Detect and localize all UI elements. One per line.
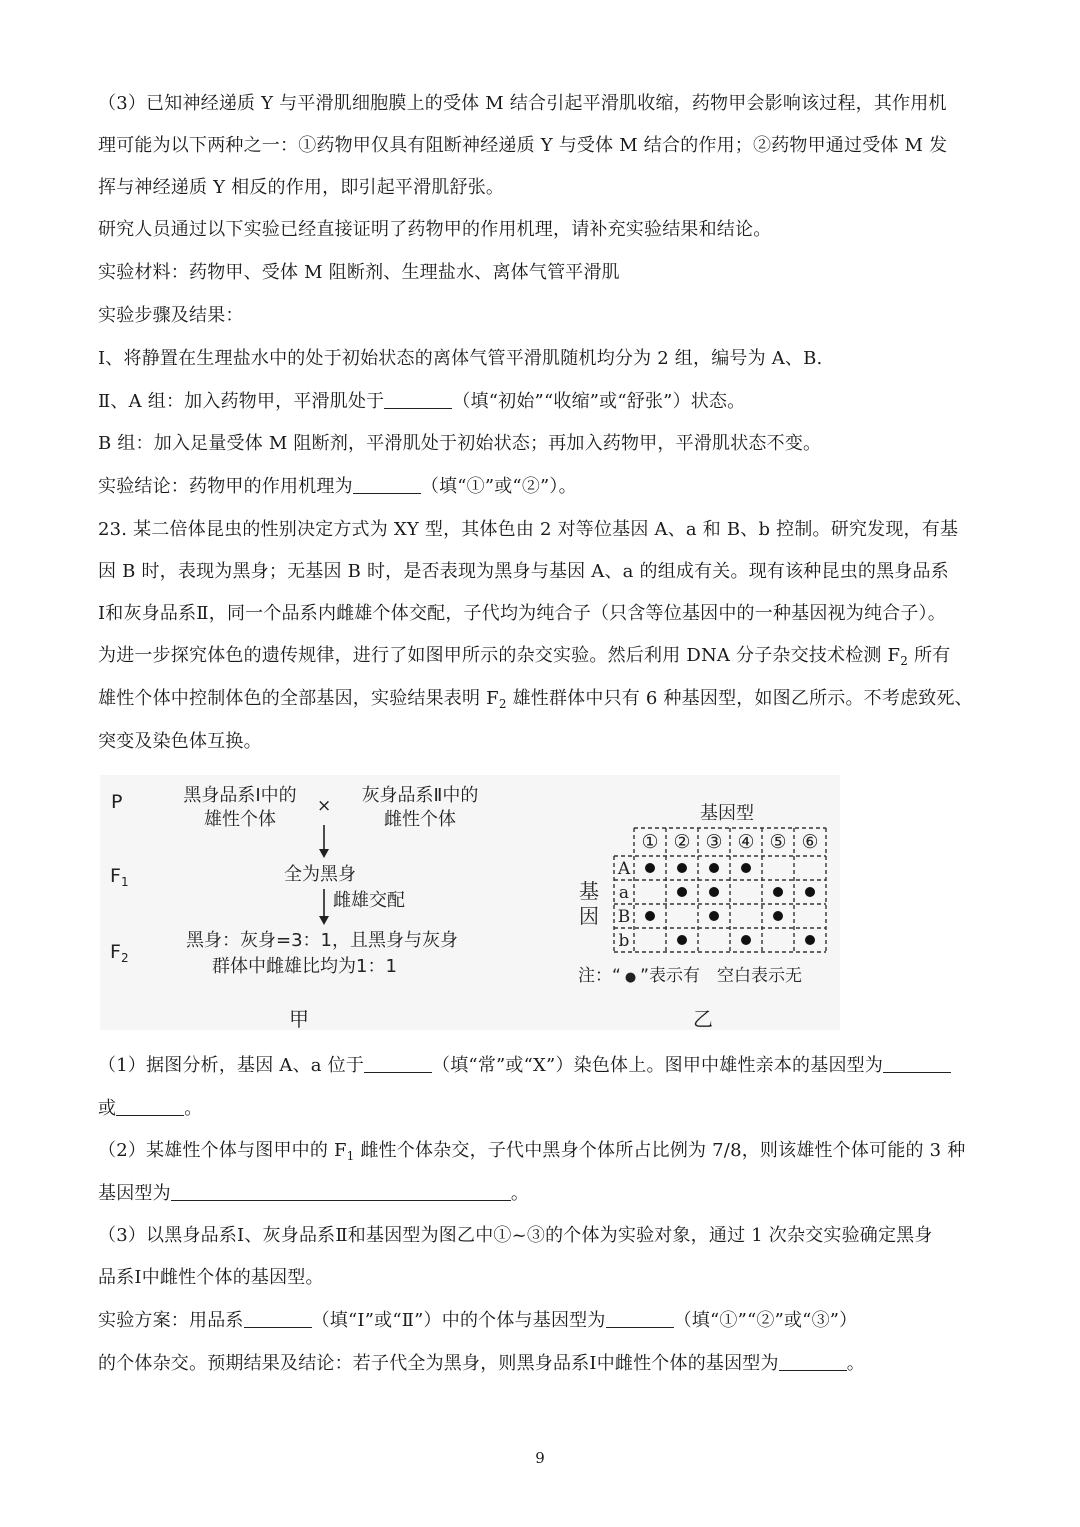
text-line: （3）以黑身品系Ⅰ、灰身品系Ⅱ和基因型为图乙中①~③的个体为实验对象，通过 1 次杂交实验确定黑身: [98, 1225, 933, 1246]
answer-blank[interactable]: [353, 475, 421, 494]
down-arrow-icon: [316, 887, 332, 927]
gene-row-label: B: [617, 907, 631, 927]
down-arrow-icon: [316, 823, 332, 859]
question-23-line: 23. 某二倍体昆虫的性别决定方式为 XY 型，其体色由 2 对等位基因 A、a 和 B、b 控制。研究发现，有基: [98, 519, 959, 540]
presence-dot: [677, 935, 687, 945]
text-line: 实验步骤及结果：: [98, 305, 244, 326]
presence-dot: [709, 863, 719, 873]
presence-dot: [709, 911, 719, 921]
text-line: 基因型为 。: [98, 1183, 530, 1204]
answer-blank[interactable]: [779, 1352, 847, 1371]
grid-title: 基因型: [700, 803, 754, 824]
text-line: 雄性个体中控制体色的全部基因，实验结果表明 $F_2$ 雄性群体中只有 6 种基因型，如图乙所示。不考虑致死、: [98, 688, 973, 711]
text-line: （3）已知神经递质 Y 与平滑肌细胞膜上的受体 M 结合引起平滑肌收缩，药物甲会影响该过程，其作用机: [98, 93, 947, 114]
text-line: Ⅱ、A 组：加入药物甲，平滑肌处于 （填“初始”“收缩”或“舒张”）状态。: [98, 391, 746, 412]
answer-blank[interactable]: [244, 1309, 312, 1328]
gene-row-label: b: [618, 931, 630, 951]
text-line: 理可能为以下两种之一：①药物甲仅具有阻断神经递质 Y 与受体 M 结合的作用；②药物甲通过受体 M 发: [98, 135, 948, 156]
parent-female-line1: 灰身品系Ⅱ中的: [361, 785, 479, 806]
gene-row-label: A: [617, 859, 631, 879]
presence-dot: [645, 863, 655, 873]
presence-dot: [709, 887, 719, 897]
answer-blank[interactable]: [883, 1054, 951, 1073]
text-line: （1）据图分析，基因 A、a 位于 （填“常”或“X”）染色体上。图甲中雄性亲本的基因型为: [98, 1051, 983, 1081]
f2-result-line1: 黑身：灰身=3：1，且黑身与灰身: [186, 930, 458, 951]
presence-dot: [773, 887, 783, 897]
genotype-grid: [598, 826, 830, 958]
text-line: B 组：加入足量受体 M 阻断剂，平滑肌处于初始状态；再加入药物甲，平滑肌状态不变。: [98, 433, 822, 454]
f1-label: $F_1$: [110, 865, 129, 889]
presence-dot: [741, 935, 751, 945]
answer-blank[interactable]: [116, 1097, 184, 1116]
text-line: 实验材料：药物甲、受体 M 阻断剂、生理盐水、离体气管平滑肌: [98, 262, 620, 283]
f2-label: $F_2$: [110, 941, 129, 965]
genotype-column-4: ④: [737, 831, 755, 853]
text-line: 因 B 时，表现为黑身；无基因 B 时，是否表现为黑身与基因 A、a 的组成有关。现有该种昆虫的黑身品系: [98, 561, 949, 582]
genotype-column-3: ③: [705, 831, 723, 853]
dot-icon: ●: [624, 970, 637, 985]
answer-blank[interactable]: [171, 1182, 511, 1201]
text-line: 的个体杂交。预期结果及结论：若子代全为黑身，则黑身品系Ⅰ中雌性个体的基因型为 。: [98, 1353, 865, 1374]
answer-blank[interactable]: [384, 390, 452, 409]
side-label: 基: [579, 879, 599, 903]
presence-dot: [741, 863, 751, 873]
genotype-column-2: ②: [673, 831, 691, 853]
genotype-column-5: ⑤: [769, 831, 787, 853]
text-line: 或 。: [98, 1098, 203, 1119]
side-label: 因: [579, 904, 599, 928]
text-line: Ⅰ、将静置在生理盐水中的处于初始状态的离体气管平滑肌随机均分为 2 组，编号为 A、B.: [98, 348, 823, 369]
cross-symbol: ×: [317, 796, 332, 816]
text-line: （2）某雄性个体与图甲中的 $F_1$ 雌性个体杂交，子代中黑身个体所占比例为 7/8，则该雄性个体可能的 3 种: [98, 1140, 966, 1163]
genotype-column-1: ①: [641, 831, 659, 853]
text-line: 挥与神经递质 Y 相反的作用，即引起平滑肌舒张。: [98, 177, 505, 198]
grid-note: 注：“ ● ”表示有 空白表示无: [578, 966, 802, 986]
text-line: 品系Ⅰ中雌性个体的基因型。: [98, 1267, 324, 1288]
presence-dot: [677, 863, 687, 873]
figure-label: 乙: [693, 1007, 713, 1031]
parent-female-line2: 雌性个体: [384, 809, 456, 830]
presence-dot: [805, 935, 815, 945]
answer-blank[interactable]: [606, 1309, 674, 1328]
text-line: 突变及染色体互换。: [98, 731, 262, 752]
f2-result-line2: 群体中雌雄比均为1：1: [212, 956, 397, 977]
presence-dot: [805, 887, 815, 897]
presence-dot: [677, 887, 687, 897]
page-number: 9: [535, 1449, 545, 1467]
mating-label: 雌雄交配: [333, 890, 405, 911]
genotype-column-6: ⑥: [801, 831, 819, 853]
gene-row-label: a: [618, 883, 630, 903]
answer-blank[interactable]: [364, 1054, 432, 1073]
text-line: 实验方案：用品系 （填“Ⅰ”或“Ⅱ”）中的个体与基因型为 （填“①”“②”或“③”）: [98, 1310, 858, 1331]
p-label: P: [111, 791, 123, 813]
presence-dot: [645, 911, 655, 921]
text-line: 为进一步探究体色的遗传规律，进行了如图甲所示的杂交实验。然后利用 DNA 分子杂交技术检测 $F_2$ 所有: [98, 645, 951, 668]
parent-male-line1: 黑身品系Ⅰ中的: [183, 785, 297, 806]
text-line: 实验结论：药物甲的作用机理为 （填“①”或“②”）。: [98, 476, 577, 497]
f1-result: 全为黑身: [284, 864, 356, 885]
figure-label: 甲: [289, 1007, 309, 1031]
presence-dot: [773, 911, 783, 921]
parent-male-line2: 雄性个体: [204, 809, 276, 830]
text-line: Ⅰ和灰身品系Ⅱ，同一个品系内雌雄个体交配，子代均为纯合子（只含等位基因中的一种基因视为纯合子）。: [98, 603, 946, 624]
text-line: 研究人员通过以下实验已经直接证明了药物甲的作用机理，请补充实验结果和结论。: [98, 219, 772, 240]
